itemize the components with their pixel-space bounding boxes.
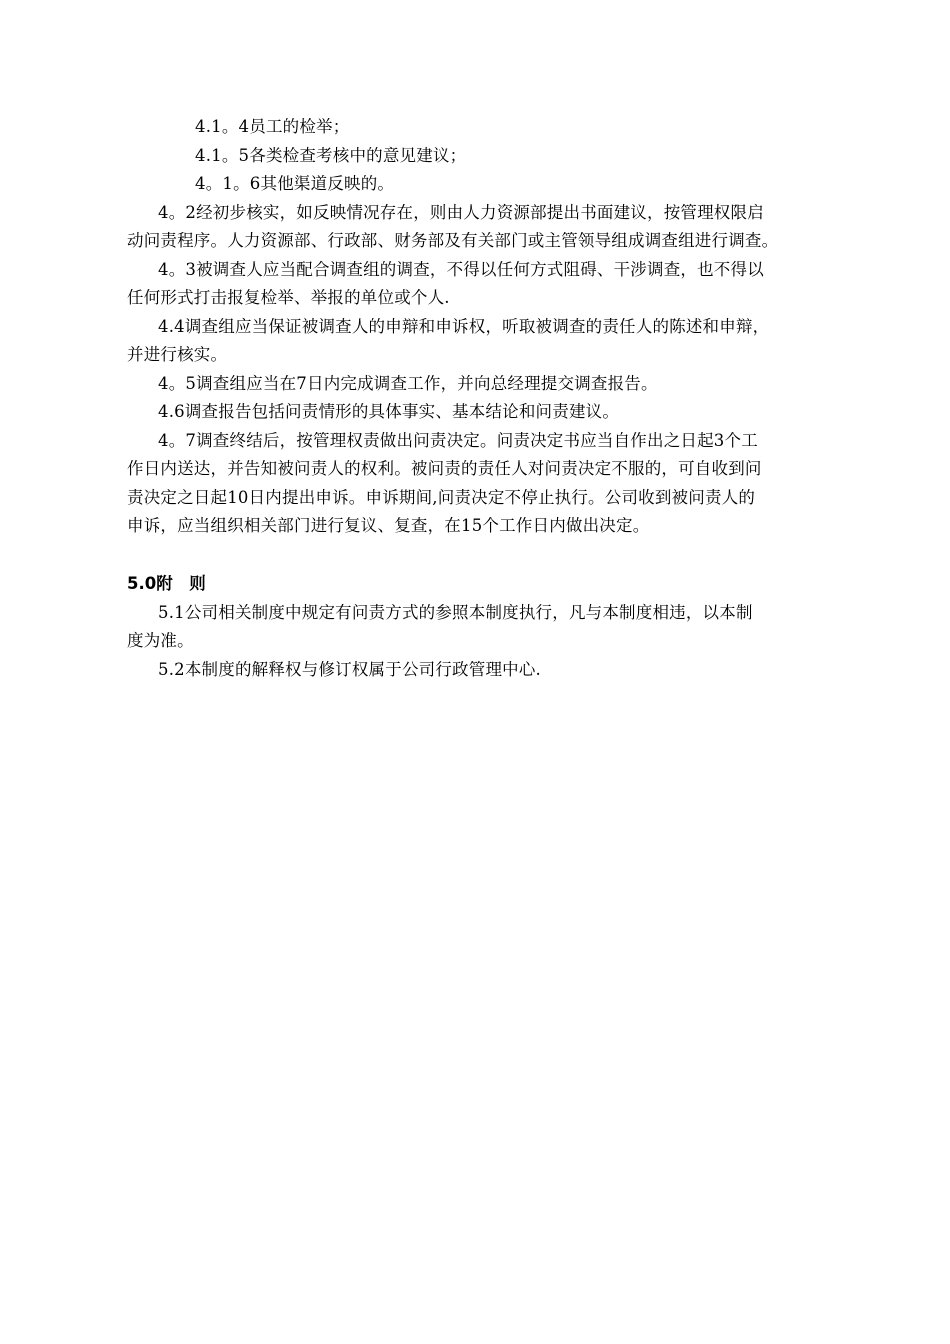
clause-4-4-line2: 并进行核实。 (127, 345, 228, 364)
clause-4-7-line1: 4。7调查终结后，按管理权责做出问责决定。问责决定书应当自作出之日起3个工 (158, 431, 758, 450)
clause-4-3-line2: 任何形式打击报复检举、举报的单位或个人. (127, 288, 450, 307)
clause-4-1-4: 4.1。4员工的检举； (195, 117, 350, 136)
clause-4-1-5: 4.1。5各类检查考核中的意见建议； (195, 146, 467, 165)
clause-4-6: 4.6调查报告包括问责情形的具体事实、基本结论和问责建议。 (158, 402, 620, 421)
clause-4-1-6: 4。1。6其他渠道反映的。 (195, 174, 395, 193)
section-5-heading: 5.0附 则 (127, 574, 206, 593)
clause-4-2-line2: 动问责程序。人力资源部、行政部、财务部及有关部门或主管领导组成调查组进行调查。 (127, 231, 779, 250)
clause-5-1-line2: 度为准。 (127, 631, 194, 650)
clause-4-7-line3: 责决定之日起10日内提出申诉。申诉期间,问责决定不停止执行。公司收到被问责人的 (127, 488, 756, 507)
clause-4-3-line1: 4。3被调查人应当配合调查组的调查，不得以任何方式阻碍、干涉调查，也不得以 (158, 260, 764, 279)
clause-5-2: 5.2本制度的解释权与修订权属于公司行政管理中心. (158, 660, 541, 679)
clause-4-7-line2: 作日内送达，并告知被问责人的权利。被问责的责任人对问责决定不服的，可自收到问 (127, 459, 762, 478)
clause-4-2-line1: 4。2经初步核实，如反映情况存在，则由人力资源部提出书面建议，按管理权限启 (158, 203, 764, 222)
clause-4-7-line4: 申诉，应当组织相关部门进行复议、复查，在15个工作日内做出决定。 (127, 516, 650, 535)
clause-5-1-line1: 5.1公司相关制度中规定有问责方式的参照本制度执行，凡与本制度相违，以本制 (158, 603, 753, 622)
clause-4-4-line1: 4.4调查组应当保证被调查人的申辩和申诉权，听取被调查的责任人的陈述和申辩， (158, 317, 770, 336)
clause-4-5: 4。5调查组应当在7日内完成调查工作，并向总经理提交调查报告。 (158, 374, 658, 393)
